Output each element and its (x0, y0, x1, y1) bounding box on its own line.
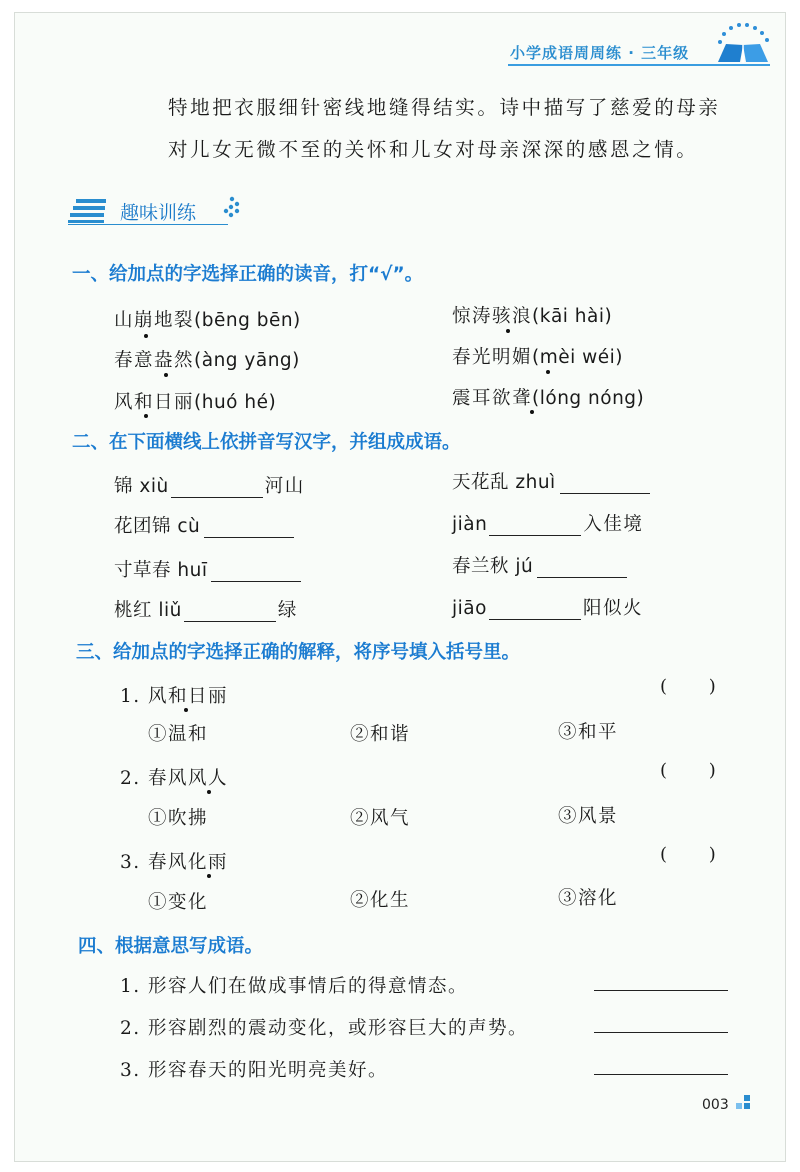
answer-blank[interactable] (211, 561, 301, 582)
answer-line[interactable] (594, 990, 728, 991)
prefix: 锦 xiù (114, 476, 169, 497)
s1-item-6 (452, 384, 644, 410)
prefix: jiàn (452, 514, 488, 535)
word: 春意盎然 (114, 350, 195, 371)
s2-item-2 (452, 468, 654, 494)
suffix: 入佳境 (583, 514, 644, 535)
word: 春光明媚 (452, 347, 533, 368)
s3-q3-stem: 3. 春风化雨 (120, 852, 229, 873)
section-2-title: 二、在下面横线上依拼音写汉字，并组成成语。 (72, 432, 461, 453)
badge-label: 趣味训练 (120, 202, 197, 224)
s2-item-5 (114, 556, 305, 582)
answer-line[interactable] (594, 1074, 728, 1075)
s2-item-3 (114, 512, 298, 538)
answer-line[interactable] (594, 1032, 728, 1033)
stripes-icon (68, 198, 110, 224)
s3-q2-stem: 2. 春风风人 (120, 768, 229, 789)
prefix: 春兰秋 jú (452, 556, 534, 577)
prefix: jiāo (452, 598, 487, 619)
s2-item-1 (114, 472, 305, 498)
s3-q3-opt1: ①变化 (148, 892, 209, 913)
s1-item-4 (452, 343, 623, 369)
s1-item-2 (452, 302, 612, 328)
s1-item-3 (114, 346, 300, 372)
emphasis-dot (144, 334, 148, 338)
answer-blank[interactable] (184, 601, 276, 622)
s4-item-3: 3. 形容春天的阳光明亮美好。 (120, 1060, 389, 1081)
emphasis-dot (506, 329, 510, 333)
page-number: 003 (702, 1097, 729, 1113)
suffix: 绿 (277, 600, 298, 621)
emphasis-dot (164, 373, 168, 377)
prefix: 寸草春 huī (114, 560, 208, 581)
section-4-title: 四、根据意思写成语。 (78, 936, 264, 957)
emphasis-dot (207, 790, 211, 794)
s3-q2-opt2: ②风气 (350, 808, 411, 829)
answer-blank[interactable] (560, 473, 650, 494)
s1-item-1 (114, 306, 301, 332)
pinyin: (lóng nóng) (532, 388, 645, 409)
prefix: 桃红 liǔ (114, 600, 182, 621)
pinyin: (kāi hài) (532, 306, 613, 327)
suffix: 阳似火 (582, 598, 643, 619)
suffix: 河山 (264, 476, 305, 497)
word: 山崩地裂 (114, 310, 195, 331)
s2-item-8 (452, 594, 643, 620)
answer-blank[interactable] (489, 515, 581, 536)
s3-q3-opt2: ②化生 (350, 890, 411, 911)
emphasis-dot (207, 874, 211, 878)
answer-blank[interactable] (537, 557, 627, 578)
answer-paren[interactable]: ( ) (660, 676, 734, 697)
s1-item-5 (114, 388, 276, 414)
intro-line-1: 特地把衣服细针密线地缝得结实。诗中描写了慈爱的母亲 (168, 96, 721, 119)
answer-paren[interactable]: ( ) (660, 760, 734, 781)
word: 惊涛骇浪 (452, 306, 533, 327)
emphasis-dot (184, 708, 188, 712)
s3-q1-opt2: ②和谐 (350, 724, 411, 745)
s2-item-6 (452, 552, 631, 578)
s4-item-1: 1. 形容人们在做成事情后的得意情态。 (120, 976, 469, 997)
word: 震耳欲聋 (452, 388, 533, 409)
answer-blank[interactable] (171, 477, 263, 498)
emphasis-dot (546, 370, 550, 374)
s3-q3-opt3: ③溶化 (558, 888, 619, 909)
answer-blank[interactable] (489, 599, 581, 620)
prefix: 花团锦 cù (114, 516, 201, 537)
pinyin: (mèi wéi) (532, 347, 624, 368)
s3-q1-opt3: ③和平 (558, 722, 619, 743)
s3-q1-stem: 1. 风和日丽 (120, 686, 229, 707)
s2-item-4 (452, 510, 643, 536)
emphasis-dot (144, 414, 148, 418)
intro-line-2: 对儿女无微不至的关怀和儿女对母亲深深的感恩之情。 (168, 138, 699, 161)
pinyin: (huó hé) (194, 392, 277, 413)
s3-q1-opt1: ①温和 (148, 724, 209, 745)
dots-icon (222, 196, 242, 222)
pinyin: (àng yāng) (194, 350, 300, 371)
header-title: 小学成语周周练 · 三年级 (510, 44, 690, 62)
badge-underline (68, 224, 228, 225)
emphasis-dot (530, 410, 534, 414)
s3-q2-opt1: ①吹拂 (148, 808, 209, 829)
pinyin: (bēng bēn) (194, 310, 301, 331)
answer-paren[interactable]: ( ) (660, 844, 734, 865)
squares-icon (734, 1094, 752, 1112)
section-3-title: 三、给加点的字选择正确的解释，将序号填入括号里。 (76, 642, 521, 663)
book-icon (712, 20, 774, 68)
word: 风和日丽 (114, 392, 195, 413)
s2-item-7 (114, 596, 298, 622)
prefix: 天花乱 zhuì (452, 472, 556, 493)
answer-blank[interactable] (204, 517, 294, 538)
section-1-title: 一、给加点的字选择正确的读音，打“√”。 (72, 264, 424, 285)
s4-item-2: 2. 形容剧烈的震动变化，或形容巨大的声势。 (120, 1018, 529, 1039)
s3-q2-opt3: ③风景 (558, 806, 619, 827)
